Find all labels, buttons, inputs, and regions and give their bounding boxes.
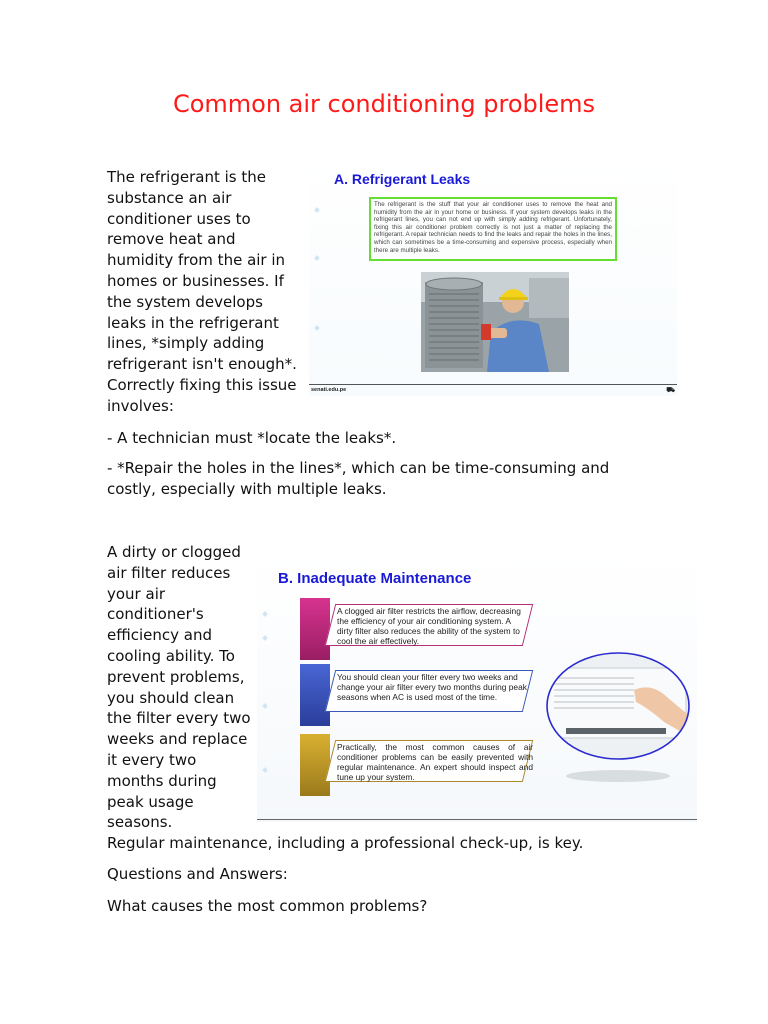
decor-dot (314, 255, 320, 261)
slide-footer-divider (309, 384, 677, 385)
decor-dot (262, 703, 268, 709)
slide-title: A. Refrigerant Leaks (334, 171, 471, 187)
decor-dot (262, 611, 268, 617)
tip-text: Practically, the most common causes of air conditioner problems can be easily prevented with regular maintenance. An expert should inspect and tune up your system. (337, 742, 533, 782)
qa-heading: Questions and Answers: (107, 865, 288, 883)
decor-dot (262, 767, 268, 773)
technician-photo (421, 272, 569, 372)
question-text: What causes the most common problems? (107, 897, 428, 915)
tip-text: A clogged air filter restricts the airflow, decreasing the efficiency of your air conditioning system. A dirty filter also reduces the ability of the system to cool the air effectively. (337, 606, 521, 646)
slide-footer-url: senati.edu.pe (311, 387, 347, 393)
decor-dot (262, 635, 268, 641)
filter-paragraph: A dirty or clogged air filter reduces your air conditioner's efficiency and cooling ability. To prevent problems, you should clean the filter every two weeks and replace it every two months during peak usage seasons. (107, 543, 251, 832)
tip-color-bar (300, 734, 330, 796)
slide-title: B. Inadequate Maintenance (278, 570, 472, 587)
refrigerant-paragraph: The refrigerant is the substance an air conditioner uses to remove heat and humidity from the air in homes or businesses. If the system develops leaks in the refrigerant lines, *simply adding refrigerant isn't enough*. Correctly fixing this issue involves: (107, 168, 297, 415)
maintenance-tip (300, 734, 537, 796)
maintenance-tip (300, 664, 537, 726)
maintenance-tip (300, 598, 537, 660)
tip-color-bar (300, 598, 330, 660)
maintenance-paragraph: Regular maintenance, including a professional check-up, is key. (107, 834, 584, 852)
bullet-locate-leaks: - A technician must *locate the leaks*. (107, 429, 397, 447)
inadequate-maintenance-slide-image (257, 554, 697, 822)
bullet-repair-holes: - *Repair the holes in the lines*, which can be time-consuming and costly, especially with multiple leaks. (107, 459, 610, 498)
decor-dot (314, 207, 320, 213)
slide-text-box: The refrigerant is the stuff that your air conditioner uses to remove the heat and humidity from the air in your home or business. If your system develops leaks in the refrigerant lines, you can not end up with simply adding refrigerant. Unfortunately, fixing this air conditioner problem correctly is not just a matter of replacing the refrigerant. A repair technician needs to find the leaks and repair the holes in the lines, which can sometimes be a time-consuming and expensive process, especially when there are multiple leaks. (369, 197, 617, 261)
ac-filter-photo (544, 638, 692, 786)
slide-footer-divider (257, 819, 697, 820)
refrigerant-leaks-slide-image (309, 158, 677, 396)
decor-dot (314, 325, 320, 331)
page-title: Common air conditioning problems (172, 90, 596, 118)
tip-text: You should clean your filter every two weeks and change your air filter every two months during peak seasons when AC is used most of the time. (337, 672, 527, 702)
tip-color-bar (300, 664, 330, 726)
slide-footer-logo: ⛟ (666, 387, 675, 394)
